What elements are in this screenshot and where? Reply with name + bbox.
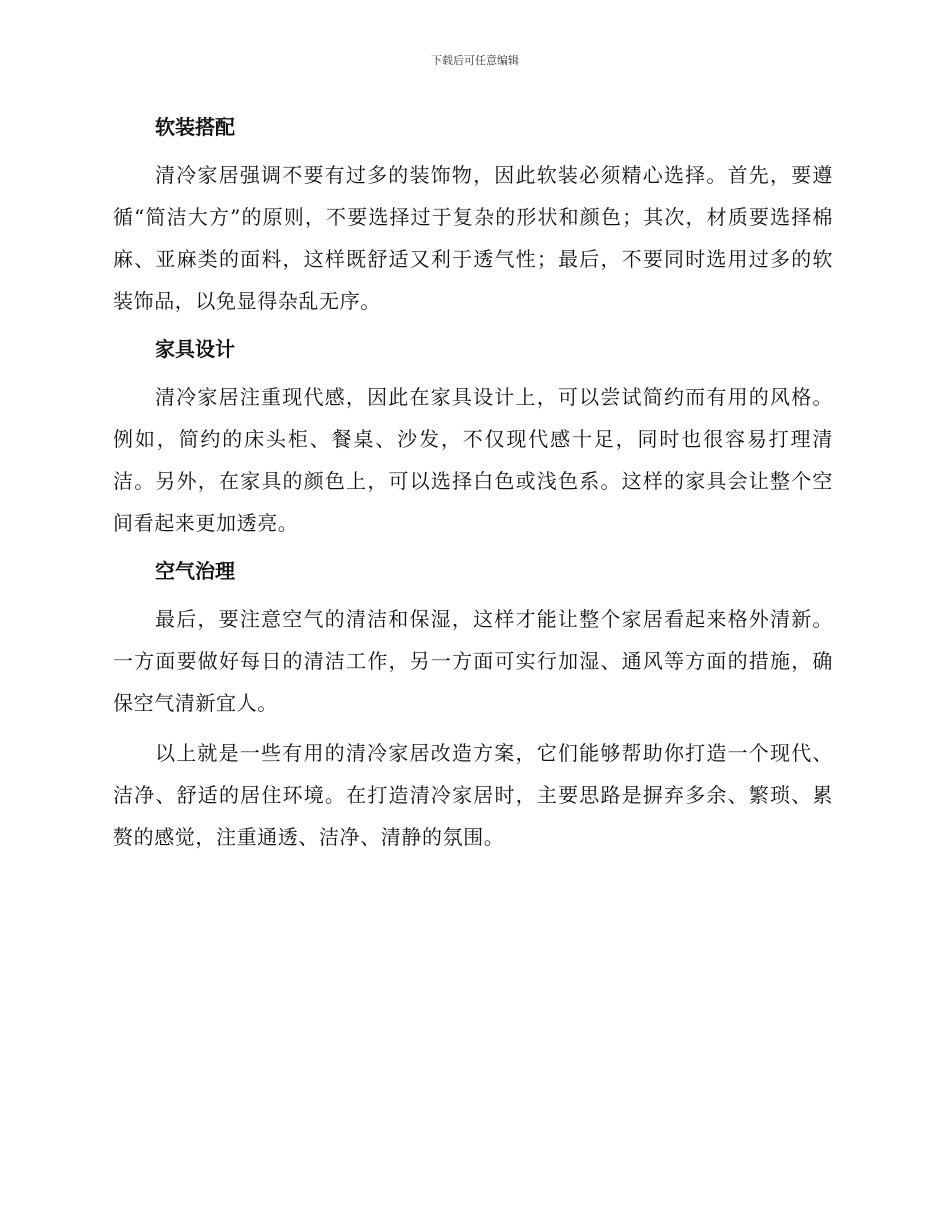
page-header-note: 下载后可任意编辑 — [431, 54, 519, 67]
section-soft-furnishing — [113, 108, 833, 322]
document-body — [113, 108, 833, 866]
section-heading: 家具设计 — [155, 337, 235, 361]
body-paragraph: 清冷家居注重现代感，因此在家具设计上，可以尝试简约而有用的风格。例如，简约的床头柜、餐桌、沙发，不仅现代感十足，同时也很容易打理清洁。另外，在家具的颜色上，可以选择白色或浅色系。这样的家具会让整个空间看起来更加透亮。 — [113, 385, 833, 535]
body-paragraph: 最后，要注意空气的清洁和保湿，这样才能让整个家居看起来格外清新。一方面要做好每日的清洁工作，另一方面可实行加湿、通风等方面的措施，确保空气清新宜人。 — [113, 607, 833, 715]
section-heading: 空气治理 — [155, 559, 235, 583]
body-paragraph: 清冷家居强调不要有过多的装饰物，因此软装必须精心选择。首先，要遵循“简洁大方”的原则，不要选择过于复杂的形状和颜色；其次，材质要选择棉麻、亚麻类的面料，这样既舒适又利于透气性；最后，不要同时选用过多的软装饰品，以免显得杂乱无序。 — [113, 163, 833, 313]
section-furniture-design — [113, 330, 833, 544]
section-heading: 软装搭配 — [155, 115, 235, 139]
body-paragraph: 以上就是一些有用的清冷家居改造方案，它们能够帮助你打造一个现代、洁净、舒适的居住环境。在打造清冷家居时，主要思路是摒弃多余、繁琐、累赘的感觉，注重通透、洁净、清静的氛围。 — [113, 741, 833, 849]
section-air-treatment — [113, 552, 833, 858]
